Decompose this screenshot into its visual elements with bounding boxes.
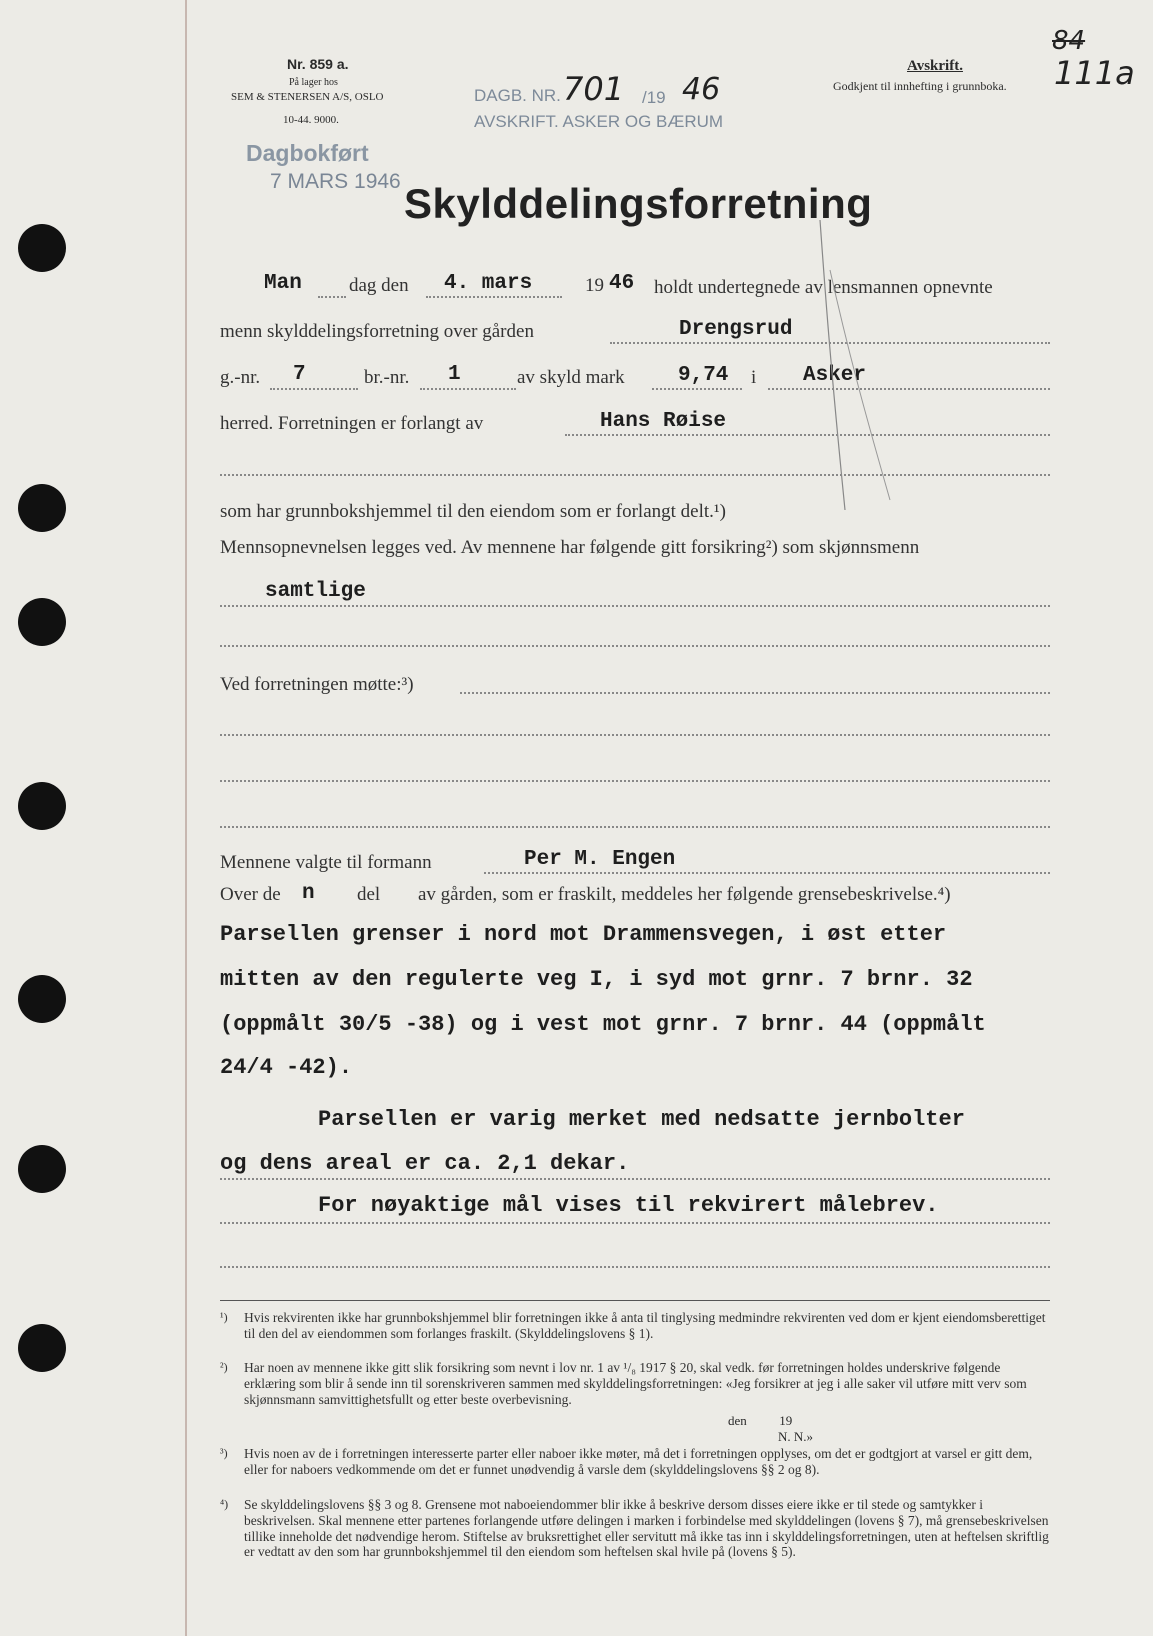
- dotted-line: [220, 780, 1050, 782]
- footnote-mark: ¹): [220, 1310, 228, 1324]
- farm-value: Drengsrud: [679, 318, 793, 341]
- forsikring-value: samtlige: [265, 580, 366, 603]
- date-value: 4. mars: [444, 272, 533, 295]
- description-line: (oppmålt 30/5 -38) og i vest mot grnr. 7 brnr. 44 (oppmålt: [220, 1012, 986, 1037]
- punch-hole: [18, 224, 66, 272]
- over-de-label: Over de: [220, 884, 281, 905]
- punch-hole: [18, 1145, 66, 1193]
- i-label: i: [751, 367, 757, 388]
- dotted-line: [426, 296, 562, 298]
- pencil-marks: [790, 210, 930, 530]
- dagb-number: 701: [563, 70, 625, 108]
- footnote-mark: ⁴): [220, 1497, 229, 1511]
- footnote-separator: [220, 1300, 1050, 1301]
- page-number-struck: 84: [1052, 26, 1086, 56]
- menn-text: Mennsopnevnelsen legges ved. Av mennene har følgende gitt forsikring²) som skjønnsmenn: [220, 537, 920, 558]
- del-label: del: [357, 884, 381, 905]
- footnote-mark: ²): [220, 1360, 228, 1374]
- avskrift-label: Avskrift.: [907, 58, 963, 74]
- dagbokfort-stamp: Dagbokført: [246, 140, 369, 166]
- after-year-text: holdt undertegnede av lensmannen opnevnte: [654, 277, 993, 298]
- footnote-text: Hvis rekvirenten ikke har grunnbokshjemmel blir forretningen ikke å anta til tinglysing medmindre rekvirenten ved dom er kjent eiendomsberettiget til den del av eiendommen som forlanges fraskilt. (Skylddelingslovens § 1).: [244, 1310, 1046, 1341]
- dotted-line: [220, 1178, 1050, 1180]
- dotted-line: [460, 692, 1050, 694]
- publisher-line: På lager hos: [289, 77, 338, 88]
- dotted-line: [420, 388, 516, 390]
- dagbokfort-date: 7 MARS 1946: [270, 170, 401, 193]
- punch-hole: [18, 484, 66, 532]
- skyld-label: av skyld mark: [517, 367, 625, 388]
- year-prefix: 19: [585, 275, 604, 296]
- dotted-line: [220, 1266, 1050, 1268]
- place-value: Asker: [803, 364, 867, 387]
- herred-label: herred. Forretningen er forlangt av: [220, 413, 484, 434]
- del-text: av gården, som er fraskilt, meddeles her følgende grensebeskrivelse.⁴): [418, 884, 951, 905]
- dotted-line: [220, 645, 1050, 647]
- description-line: Parsellen grenser i nord mot Drammensvegen, i øst etter: [220, 922, 947, 947]
- print-code: 10-44. 9000.: [283, 114, 339, 126]
- formann-value: Per M. Engen: [524, 848, 676, 871]
- dagb-year: 46: [682, 72, 721, 107]
- weekday-value: Man: [264, 272, 302, 295]
- footnote-text: Hvis noen av de i forretningen interesserte parter eller naboer ikke møter, må det i forretningen opplyses, om det er godtgjort at varsel er gitt dem, eller for naboers vedkommende om det er funnet unødvendig å varsle dem (skylddelingslovens §§ 2 og 8).: [244, 1446, 1033, 1477]
- formann-label: Mennene valgte til formann: [220, 852, 432, 873]
- margin-line: [185, 0, 187, 1636]
- document-title: Skylddelingsforretning: [404, 180, 873, 227]
- description-line: 24/4 -42).: [220, 1055, 353, 1080]
- dotted-line: [220, 605, 1050, 607]
- description-line: Parsellen er varig merket med nedsatte jernbolter: [318, 1107, 965, 1132]
- punch-hole: [18, 975, 66, 1023]
- footnote-text: Har noen av mennene ikke gitt slik forsikring som nevnt i lov nr. 1 av ¹/₈ 1917 § 20, skal vedk. før forretningen holdes underskrive følgende erklæring som blir å sende inn til sorenskriveren sammen med skylddelingsforretningen: «Jeg forsikrer at jeg i alle saker vil utføre mitt verv som skjønnsmann samvittighetsfullt og etter beste overbevisning.: [244, 1360, 1027, 1407]
- publisher-name: SEM & STENERSEN A/S, OSLO: [231, 91, 384, 103]
- dotted-line: [318, 296, 346, 298]
- dagb-prefix: DAGB. NR.: [474, 86, 561, 105]
- grunnbok-text: som har grunnbokshjemmel til den eiendom som er forlangt delt.¹): [220, 501, 726, 522]
- avskrift-stamp: AVSKRIFT. ASKER OG BÆRUM: [474, 112, 724, 131]
- dagb-year-prefix: /19: [642, 88, 666, 107]
- bnr-value: 1: [448, 363, 461, 386]
- day-label: dag den: [349, 275, 409, 296]
- page-number: 111a: [1054, 54, 1135, 92]
- gnr-label: g.-nr.: [220, 367, 261, 388]
- bnr-label: br.-nr.: [364, 367, 410, 388]
- form-number: Nr. 859 a.: [287, 56, 349, 72]
- footnote-text: Se skylddelingslovens §§ 3 og 8. Grensene mot naboeiendommer blir ikke å beskrive dersom disses eiere ikke er til stede og samtykker i beskrivelsen. Skal mennene etter partenes forlangende utføre delingen i marken i forbindelse med skylddelingen (lovens § 7), må grensebeskrivelsen tillike inneholde det nødvendige herom. Stiftelse av bruksrettighet eller servitutt må ikke tas inn i skylddelingsforretningen, uten at heftelsen skriftlig er vedtatt av den som har grunnbokshjemmel til den eiendom som heftelsen skal hvile på (lovens § 5).: [244, 1497, 1049, 1560]
- mote-label: Ved forretningen møtte:³): [220, 674, 414, 695]
- footnote-signature: N. N.»: [778, 1429, 814, 1444]
- footnote-mark: ³): [220, 1446, 228, 1460]
- description-line: For nøyaktige mål vises til rekvirert målebrev.: [318, 1193, 939, 1218]
- description-line: og dens areal er ca. 2,1 dekar.: [220, 1151, 630, 1176]
- dotted-line: [220, 734, 1050, 736]
- gnr-value: 7: [293, 363, 306, 386]
- dotted-line: [652, 388, 742, 390]
- godkjent-text: Godkjent til innhefting i grunnboka.: [833, 79, 1007, 93]
- del-marker: n: [302, 882, 315, 905]
- requester-value: Hans Røise: [600, 410, 727, 433]
- punch-hole: [18, 1324, 66, 1372]
- punch-hole: [18, 782, 66, 830]
- skyld-value: 9,74: [678, 364, 729, 387]
- dotted-line: [270, 388, 358, 390]
- description-line: mitten av den regulerte veg I, i syd mot grnr. 7 brnr. 32: [220, 967, 973, 992]
- dotted-line: [220, 1222, 1050, 1224]
- over-garden-label: menn skylddelingsforretning over gården: [220, 321, 534, 342]
- year-value: 46: [609, 272, 635, 295]
- dotted-line: [484, 872, 1050, 874]
- punch-hole: [18, 598, 66, 646]
- dotted-line: [220, 826, 1050, 828]
- footnote-date-line: den 19: [728, 1413, 793, 1428]
